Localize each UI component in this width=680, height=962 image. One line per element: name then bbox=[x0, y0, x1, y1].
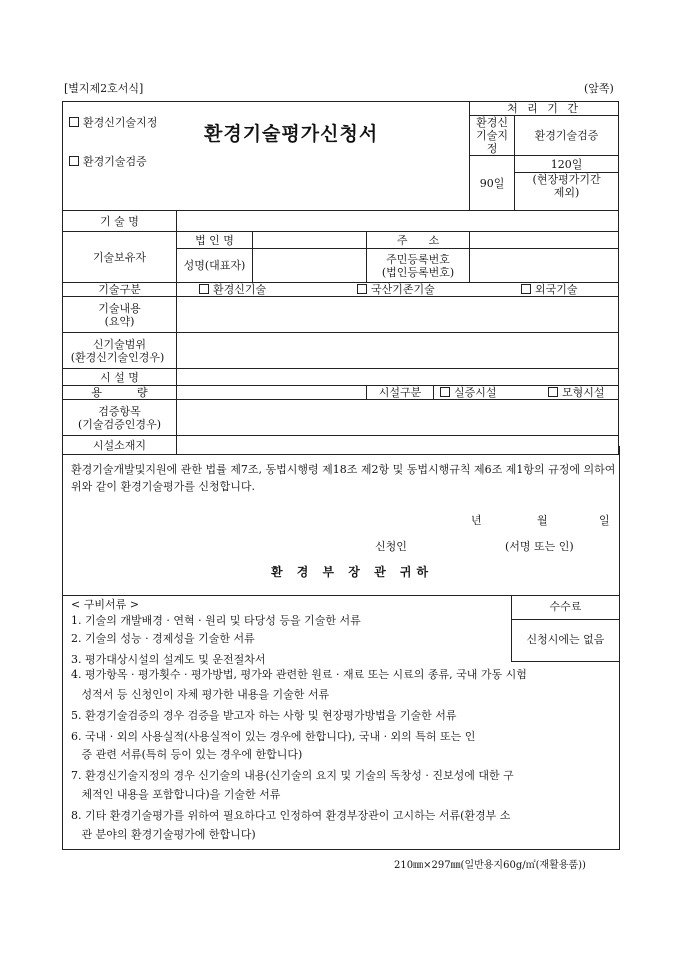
list-item: 체적인 내용을 포함합니다)을 기술한 서류 bbox=[71, 788, 281, 801]
list-item: 8. 기타 환경기술평가를 위하여 필요하다고 인정하여 환경부장관이 고시하는 서류(환경부 소 bbox=[71, 809, 511, 822]
label-address: 주 소 bbox=[367, 232, 470, 249]
label-rep-name: 성명(대표자) bbox=[177, 249, 253, 283]
input-content[interactable] bbox=[177, 297, 619, 333]
month-label: 월 bbox=[537, 514, 548, 527]
opt-domestic-tech[interactable]: 국산기존기술 bbox=[357, 283, 435, 296]
day-label: 일 bbox=[599, 514, 610, 527]
fee-value: 신청시에는 없음 bbox=[526, 633, 605, 646]
period-verify-note: (현장평가기간 bbox=[532, 173, 601, 186]
input-capacity[interactable] bbox=[177, 386, 367, 400]
application-form bbox=[62, 101, 619, 455]
list-item: 6. 국내 · 외의 사용실적(사용실적이 있는 경우에 한합니다), 국내 · 외의 특허 또는 인 bbox=[71, 730, 476, 743]
checkbox-icon[interactable] bbox=[440, 387, 450, 397]
list-item: 4. 평가항목 · 평가횟수 · 평가방법, 평가와 관련한 원료 · 재료 또는 시료의 종류, 국내 가동 시험 bbox=[71, 668, 527, 681]
period-col-new: 환경신기술지정 bbox=[470, 116, 515, 156]
fee-box bbox=[511, 595, 619, 662]
list-item: 3. 평가대상시설의 설계도 및 운전절차서 bbox=[71, 653, 266, 666]
declaration-section bbox=[62, 446, 620, 596]
declaration-text: 환경기술개발및지원에 관한 법률 제7조, 동법시행령 제18조 제2항 및 동법시행규칙 제6조 제1항의 규정에 의하여 위와 같이 환경기술평가를 신청합니다. bbox=[71, 463, 616, 493]
documents-header: < 구비서류 > bbox=[71, 598, 139, 611]
label-corp-name: 법 인 명 bbox=[177, 232, 253, 249]
label-scope-sub: (환경신기술인경우) bbox=[70, 350, 165, 364]
check-verification[interactable]: 환경기술검증 bbox=[69, 155, 147, 168]
checkbox-icon[interactable] bbox=[357, 284, 367, 294]
checkbox-icon[interactable] bbox=[69, 117, 79, 127]
input-scope[interactable] bbox=[177, 333, 619, 369]
addressee: 환 경 부 장 관 귀하 bbox=[271, 565, 434, 579]
list-item: 관 분야의 환경기술평가에 한합니다) bbox=[71, 828, 256, 841]
label-content: 기술내용 bbox=[98, 301, 141, 315]
label-scope: 신기술범위 bbox=[92, 337, 147, 351]
opt-model-facility[interactable]: 모형시설 bbox=[548, 386, 605, 399]
list-item: 1. 기술의 개발배경 · 연혁 · 원리 및 타당성 등을 기술한 서류 bbox=[71, 614, 361, 627]
list-item: 7. 환경신기술지정의 경우 신기술의 내용(신기술의 요지 및 기술의 독창성 · 진보성에 대한 구 bbox=[71, 769, 514, 782]
label-verify-sub: (기술검증인경우) bbox=[78, 417, 161, 431]
checkbox-icon[interactable] bbox=[521, 284, 531, 294]
label-corp-reg-no: (법인등록번호) bbox=[381, 265, 455, 279]
label-holder: 기술보유자 bbox=[63, 232, 177, 283]
label-location: 시설소재지 bbox=[63, 436, 177, 455]
label-capacity: 용 량 bbox=[63, 386, 177, 400]
period-header: 처 리 기 간 bbox=[470, 102, 619, 116]
list-item: 5. 환경기술검증의 경우 검증을 받고자 하는 사항 및 현장평가방법을 기술한 서류 bbox=[71, 709, 457, 722]
form-title: 환경기술평가신청서 bbox=[204, 123, 379, 145]
signature-field[interactable]: (서명 또는 인) bbox=[505, 540, 574, 553]
checkbox-icon[interactable] bbox=[199, 284, 209, 294]
period-new-value: 90일 bbox=[470, 156, 515, 211]
list-item: 성적서 등 신청인이 자체 평가한 내용을 기술한 서류 bbox=[71, 688, 330, 701]
page-side: (앞쪽) bbox=[584, 82, 614, 95]
year-label: 년 bbox=[471, 514, 482, 527]
checkbox-icon[interactable] bbox=[548, 387, 558, 397]
opt-new-tech[interactable]: 환경신기술 bbox=[199, 283, 266, 296]
required-documents bbox=[62, 595, 620, 850]
list-item: 증 관련 서류(특허 등이 있는 경우에 한합니다) bbox=[71, 748, 303, 761]
input-verify-items[interactable] bbox=[177, 400, 619, 436]
input-address[interactable] bbox=[470, 232, 619, 249]
opt-demo-facility[interactable]: 실증시설 bbox=[440, 386, 497, 399]
period-verify-value: 120일 bbox=[515, 156, 619, 173]
checkbox-icon[interactable] bbox=[69, 156, 79, 166]
label-tech-type: 기술구분 bbox=[63, 283, 177, 297]
input-facility[interactable] bbox=[177, 369, 619, 386]
input-reg-no[interactable] bbox=[470, 249, 619, 283]
period-col-verify: 환경기술검증 bbox=[515, 116, 619, 156]
applicant-label: 신청인 bbox=[375, 540, 407, 553]
label-content-sub: (요약) bbox=[104, 314, 135, 328]
paper-spec: 210㎜×297㎜(일반용지60g/㎡(재활용품)) bbox=[394, 860, 586, 871]
label-tech-name: 기 술 명 bbox=[63, 211, 177, 232]
fee-label: 수수료 bbox=[512, 595, 619, 620]
input-rep-name[interactable] bbox=[253, 249, 367, 283]
label-verify-items: 검증항목 bbox=[98, 404, 141, 418]
input-corp-name[interactable] bbox=[253, 232, 367, 249]
period-verify-note2: 제외) bbox=[553, 186, 580, 199]
list-item: 2. 기술의 성능 · 경제성을 기술한 서류 bbox=[71, 632, 255, 645]
label-facility-type: 시설구분 bbox=[367, 386, 434, 400]
label-reg-no: 주민등록번호 bbox=[386, 252, 450, 266]
input-tech-name[interactable] bbox=[177, 211, 619, 232]
opt-foreign-tech[interactable]: 외국기술 bbox=[521, 283, 578, 296]
label-facility: 시 설 명 bbox=[63, 369, 177, 386]
check-new-tech[interactable]: 환경신기술지정 bbox=[69, 116, 157, 129]
form-number: [별지제2호서식] bbox=[64, 82, 144, 95]
